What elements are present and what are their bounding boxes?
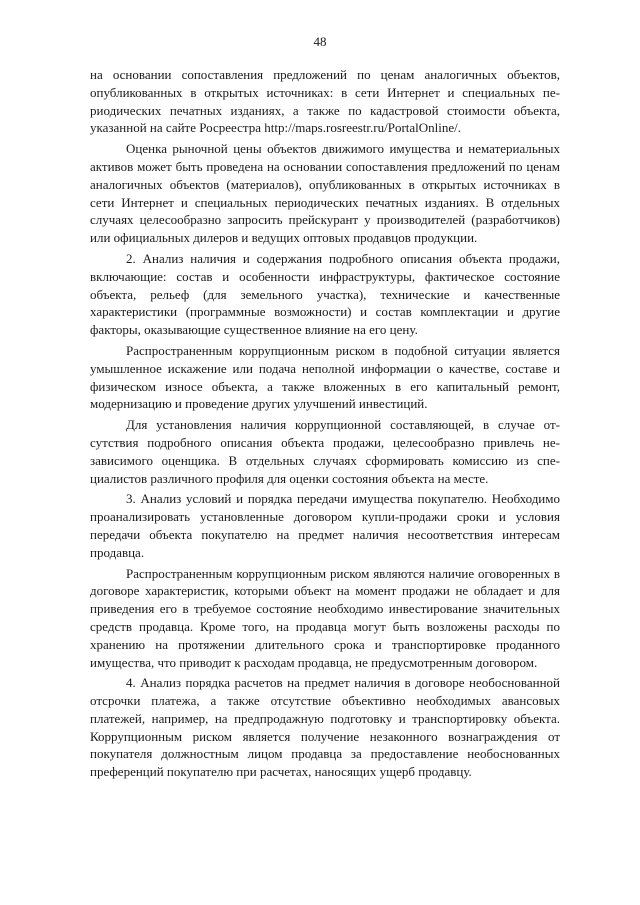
paragraph-risk-contract-characteristics: Распространенным коррупционным риском являются наличие оговоренных в договоре характеристик, которыми объект на момент продажи не обладает и для приведения его в требуемое состояние необходимо инвестирование значительных средств продавца. Кроме того, на продавца могут быть возложены расходы по хранению на протяжении длительного срока и транспортировке проданного имущества, что приводит к расходам продавца, не предусмотренным договором. [90,565,560,670]
paragraph-appraisal-real-estate: на основании сопоставления предложений по ценам аналогичных объектов, опубликованных в открытых источниках: в сети Интернет и специальных периодических печатных изданиях, а также по кадастровой стоимости объекта, указанной на сайте Росреестра http://maps.rosreestr.ru/PortalOnline/. [90,67,560,136]
page-number: 48 [313,34,327,49]
paragraph-item-2-description-analysis: 2. Анализ наличия и содержания подробного описания объекта продажи, включающие: состав и особенности инфраструктуры, фактическое состояние объекта, рельеф (для земельного участка), технические и качественные характеристики (программные возможности) и состав комплектации и другие факторы, оказывающие существенное влияние на его цену. [90,250,560,338]
document-body [90,66,560,784]
paragraph-independent-appraiser: Для установления наличия коррупционной составляющей, в случае отсутствия подробного описания объекта продажи, целесообразно привлечь независимого оценщика. В отдельных случаях сформировать комиссию из специалистов различного профиля для оценки состояния объекта на месте. [90,417,560,486]
paragraph-risk-information-distortion: Распространенным коррупционным риском в подобной ситуации является умышленное искажение или подача неполной информации о качестве, составе и физическом износе объекта, а также вложенных в его капитальный ремонт, модернизацию и проведение других улучшений инвестиций. [90,342,560,412]
paragraph-appraisal-movable-property: Оценка рыночной цены объектов движимого имущества и нематериальных активов может быть проведена на основании сопоставления предложений по ценам аналогичных объектов (материалов), опубликованных в открытых источниках в сети Интернет и специальных периодических печатных изданиях. В отдельных случаях целесообразно запросить прейскурант у производителей (разработчиков) или официальных дилеров и ведущих оптовых продавцов продукции. [90,141,560,246]
paragraph-item-3-transfer-conditions: 3. Анализ условий и порядка передачи имущества покупателю. Необходимо проанализировать установленные договором купли-продажи сроки и условия передачи объекта покупателю на предмет наличия несоответствия интересам продавца. [90,491,560,560]
paragraph-item-4-payment-analysis: 4. Анализ порядка расчетов на предмет наличия в договоре необоснованной отсрочки платежа, а также отсутствие объективно необходимых авансовых платежей, например, на предпродажную подготовку и транспортировку объекта. Коррупционным риском является получение незаконного вознаграждения от покупателя должностным лицом продавца за предоставление необоснованных преференций покупателю при расчетах, наносящих ущерб продавцу. [90,675,560,780]
